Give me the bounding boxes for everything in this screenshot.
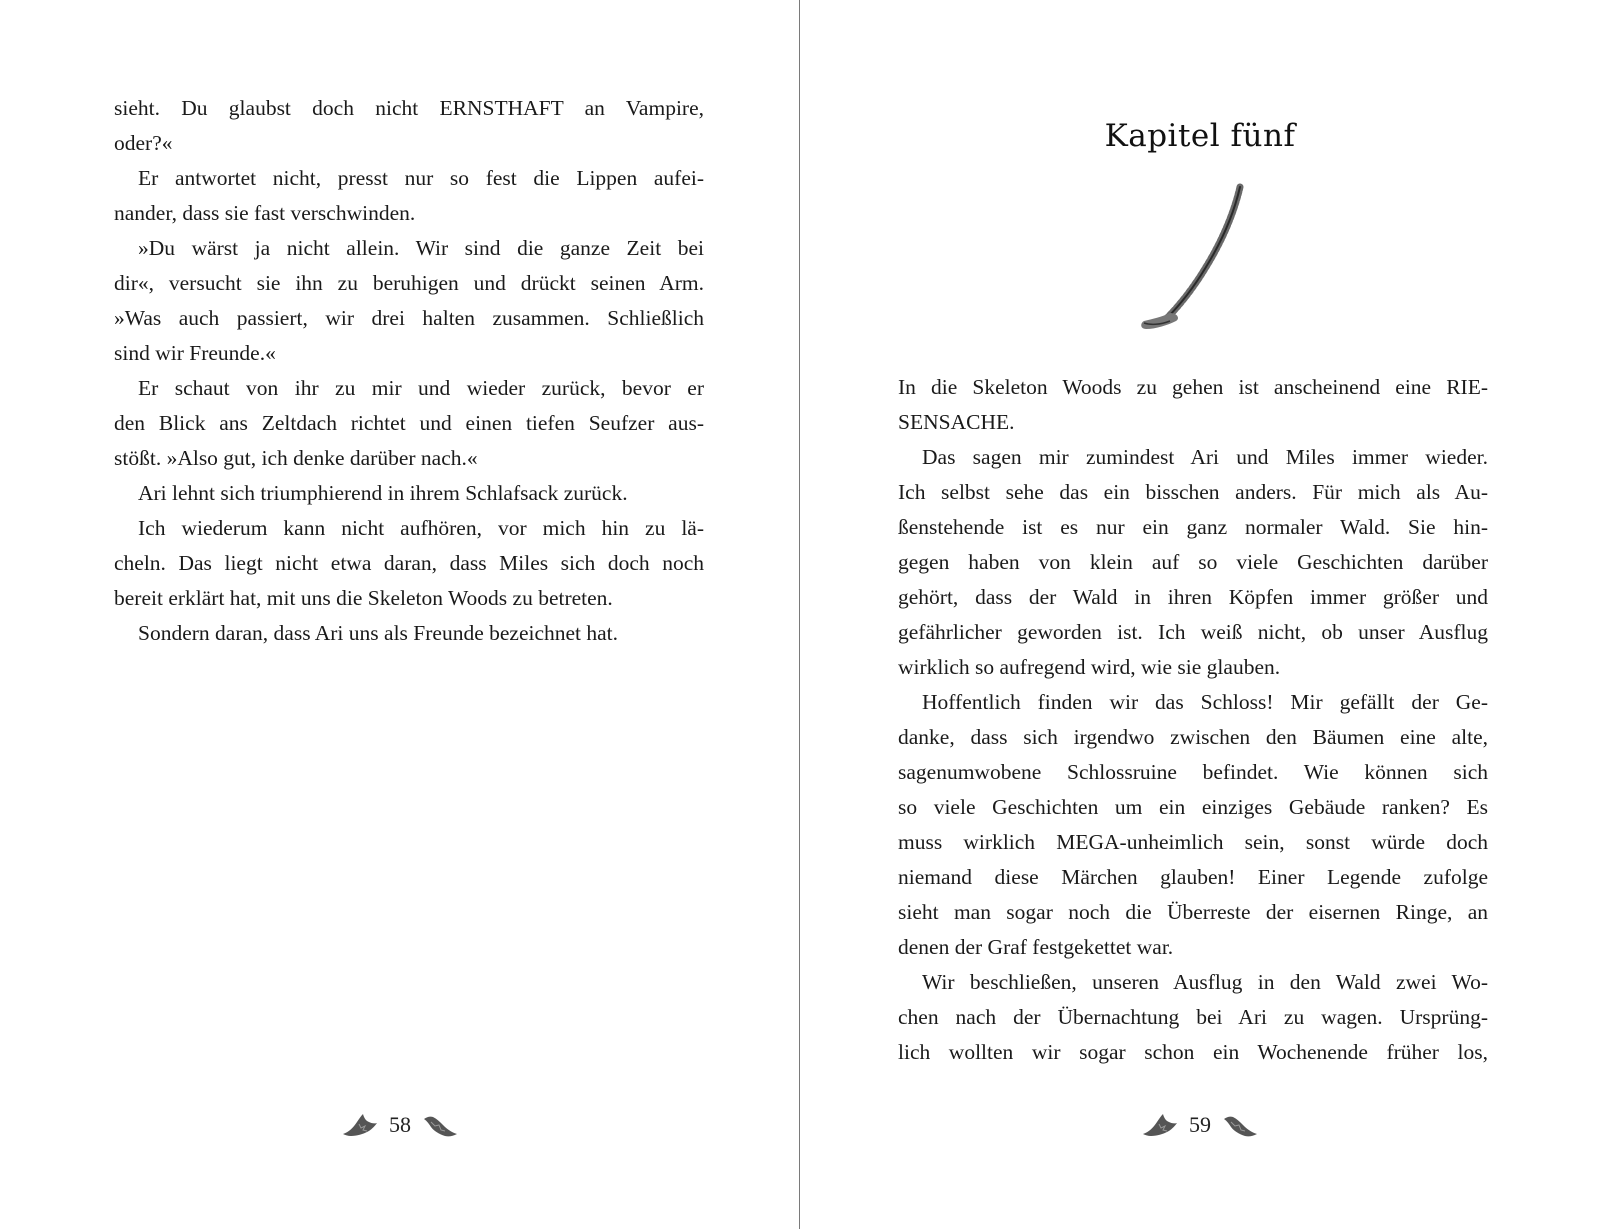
left-page <box>0 0 799 1229</box>
text-line: Ich selbst sehe das ein bisschen anders. Für mich als Au- <box>898 480 1488 504</box>
right-page <box>800 0 1600 1229</box>
text-line: dir«, versucht sie ihn zu beruhigen und drückt seinen Arm. <box>114 271 704 295</box>
text-line: wirklich so aufregend wird, wie sie glauben. <box>898 655 1281 679</box>
chapter-title: Kapitel fünf <box>1104 118 1296 154</box>
text-line: oder?« <box>114 131 173 155</box>
text-line: Er schaut von ihr zu mir und wieder zurück, bevor er <box>138 376 704 400</box>
text-line: In die Skeleton Woods zu gehen ist anscheinend eine RIE- <box>898 375 1488 399</box>
text-line: so viele Geschichten um ein einziges Gebäude ranken? Es <box>898 795 1488 819</box>
bat-icon <box>341 1110 379 1140</box>
right-text-block <box>898 370 1488 1070</box>
text-line: Ich wiederum kann nicht aufhören, vor mich hin zu lä- <box>138 516 704 540</box>
text-line: gefährlicher geworden ist. Ich weiß nicht, ob unser Ausflug <box>898 620 1488 644</box>
text-line: sind wir Freunde.« <box>114 341 276 365</box>
text-line: Das sagen mir zumindest Ari und Miles immer wieder. <box>922 445 1488 469</box>
text-line: »Was auch passiert, wir drei halten zusammen. Schließlich <box>114 306 704 330</box>
text-line: nander, dass sie fast verschwinden. <box>114 201 416 225</box>
text-line: sieht. Du glaubst doch nicht ERNSTHAFT an Vampire, <box>114 96 704 120</box>
text-line: den Blick ans Zeltdach richtet und einen tiefen Seufzer aus- <box>114 411 704 435</box>
text-line: »Du wärst ja nicht allein. Wir sind die ganze Zeit bei <box>138 236 704 260</box>
left-page-folio <box>0 1110 800 1140</box>
text-line: SENSACHE. <box>898 410 1015 434</box>
text-line: stößt. »Also gut, ich denke darüber nach.« <box>114 446 478 470</box>
page-number: 59 <box>1189 1112 1211 1137</box>
text-line: gegen haben von klein auf so viele Geschichten darüber <box>898 550 1488 574</box>
text-line: danke, dass sich irgendwo zwischen den Bäumen eine alte, <box>898 725 1488 749</box>
bat-icon <box>1221 1110 1259 1140</box>
text-line: lich wollten wir sogar schon ein Wochenende früher los, <box>898 1040 1488 1064</box>
text-line: bereit erklärt hat, mit uns die Skeleton Woods zu betreten. <box>114 586 613 610</box>
text-line: chen nach der Übernachtung bei Ari zu wagen. Ursprüng- <box>898 1005 1488 1029</box>
text-line: denen der Graf festgekettet war. <box>898 935 1174 959</box>
text-line: Wir beschließen, unseren Ausflug in den Wald zwei Wo- <box>922 970 1488 994</box>
text-line: sieht man sogar noch die Überreste der eisernen Ringe, an <box>898 900 1488 924</box>
text-line: sagenumwobene Schlossruine befindet. Wie können sich <box>898 760 1488 784</box>
text-line: ßenstehende ist es nur ein ganz normaler Wald. Sie hin- <box>898 515 1488 539</box>
text-line: Er antwortet nicht, presst nur so fest die Lippen aufei- <box>138 166 704 190</box>
text-line: niemand diese Märchen glauben! Einer Legende zufolge <box>898 865 1488 889</box>
left-text-block <box>114 91 704 651</box>
text-line: Ari lehnt sich triumphierend in ihrem Schlafsack zurück. <box>138 481 628 505</box>
text-line: cheln. Das liegt nicht etwa daran, dass Miles sich doch noch <box>114 551 704 575</box>
text-line: gehört, dass der Wald in ihren Köpfen immer größer und <box>898 585 1488 609</box>
text-line: Hoffentlich finden wir das Schloss! Mir gefällt der Ge- <box>922 690 1488 714</box>
page-number: 58 <box>389 1112 411 1137</box>
text-line: Sondern daran, dass Ari uns als Freunde bezeichnet hat. <box>138 621 619 645</box>
bat-icon <box>421 1110 459 1140</box>
right-page-folio <box>800 1110 1600 1140</box>
text-line: muss wirklich MEGA-unheimlich sein, sonst würde doch <box>898 830 1488 854</box>
skeleton-bone-icon <box>1130 183 1260 335</box>
bat-icon <box>1141 1110 1179 1140</box>
